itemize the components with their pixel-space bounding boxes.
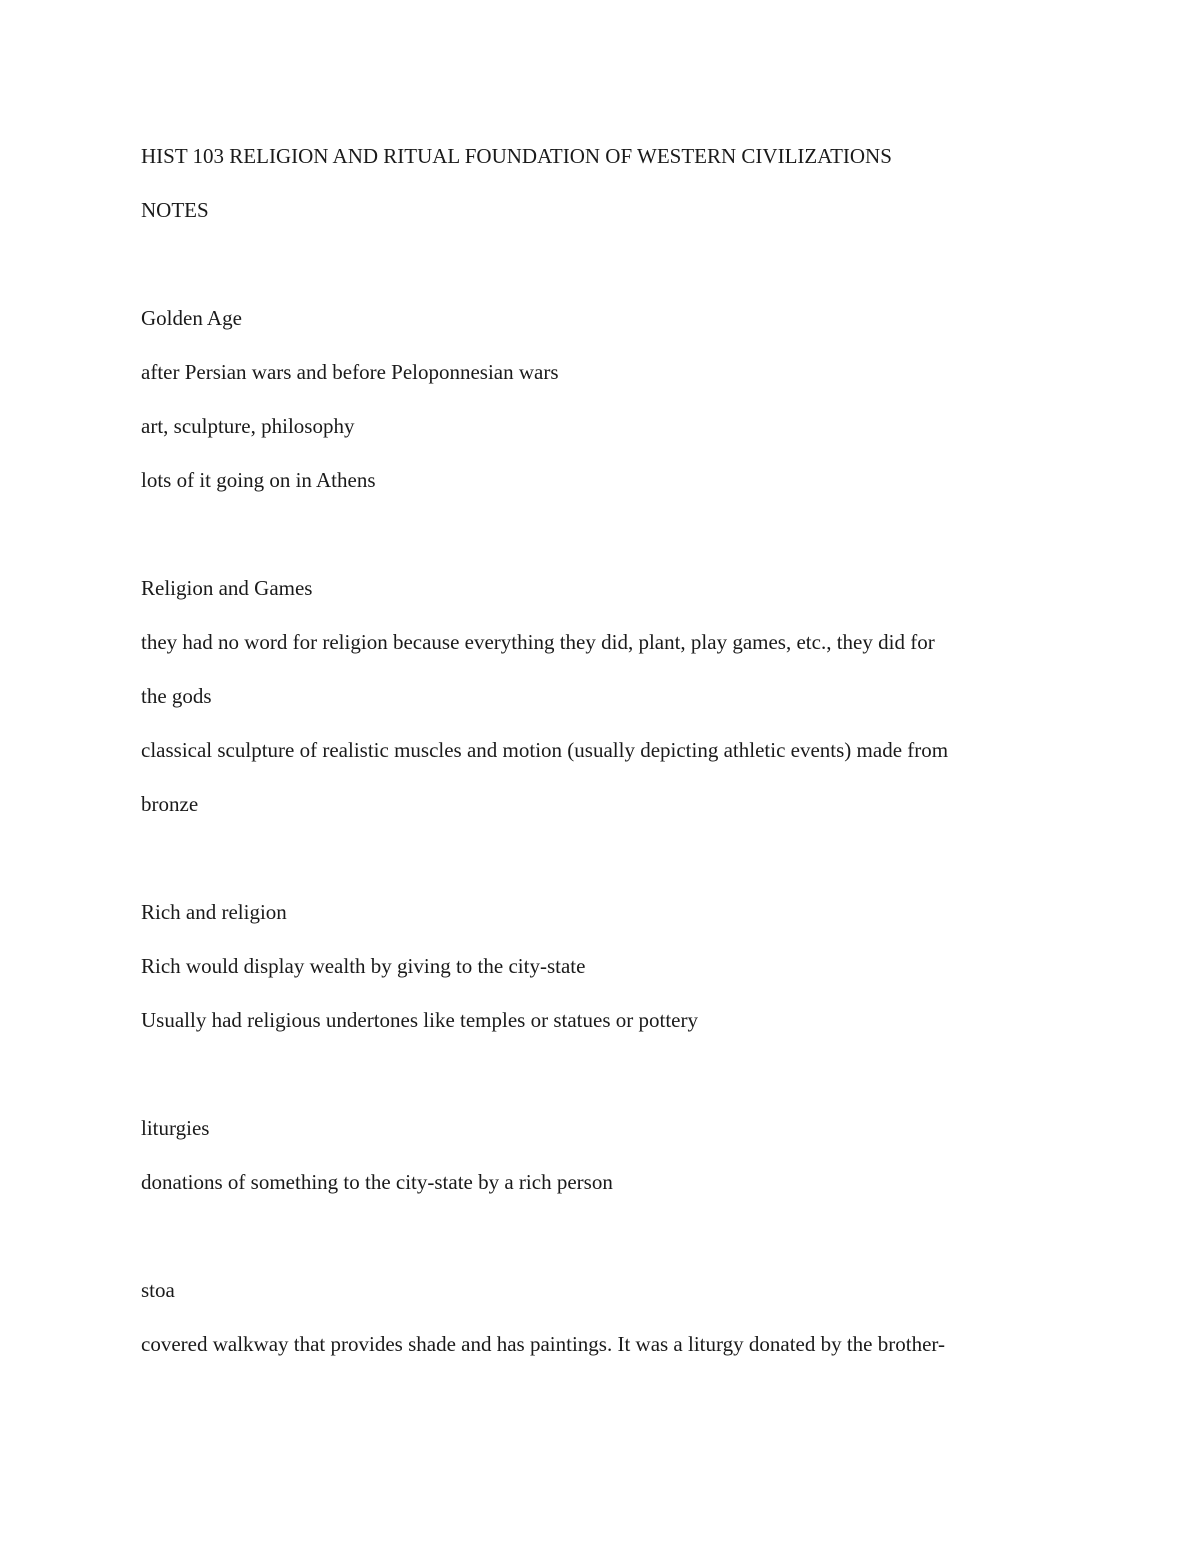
section-line: lots of it going on in Athens (141, 468, 376, 492)
section-heading: Religion and Games (141, 576, 313, 600)
document-body (141, 129, 1061, 1371)
spacer (141, 507, 1061, 561)
section-heading: Golden Age (141, 306, 242, 330)
document-subtitle: NOTES (141, 198, 209, 222)
section-line: covered walkway that provides shade and has paintings. It was a liturgy donated by the brother- (141, 1332, 945, 1356)
section-heading: Rich and religion (141, 900, 287, 924)
section-line: they had no word for religion because everything they did, plant, play games, etc., they did for (141, 630, 935, 654)
spacer (141, 1047, 1061, 1101)
section-line: bronze (141, 792, 199, 816)
section-line: Usually had religious undertones like temples or statues or pottery (141, 1008, 698, 1032)
section-line: art, sculpture, philosophy (141, 414, 355, 438)
section-line: Rich would display wealth by giving to the city-state (141, 954, 586, 978)
section-line: after Persian wars and before Peloponnesian wars (141, 360, 559, 384)
section-line: donations of something to the city-state by a rich person (141, 1170, 613, 1194)
spacer (141, 831, 1061, 885)
section-line: the gods (141, 684, 212, 708)
document-title: HIST 103 RELIGION AND RITUAL FOUNDATION OF WESTERN CIVILIZATIONS (141, 144, 892, 168)
section-heading: stoa (141, 1278, 175, 1302)
spacer (141, 1209, 1061, 1263)
spacer (141, 237, 1061, 291)
section-heading: liturgies (141, 1116, 210, 1140)
section-line: classical sculpture of realistic muscles and motion (usually depicting athletic events) made from (141, 738, 949, 762)
